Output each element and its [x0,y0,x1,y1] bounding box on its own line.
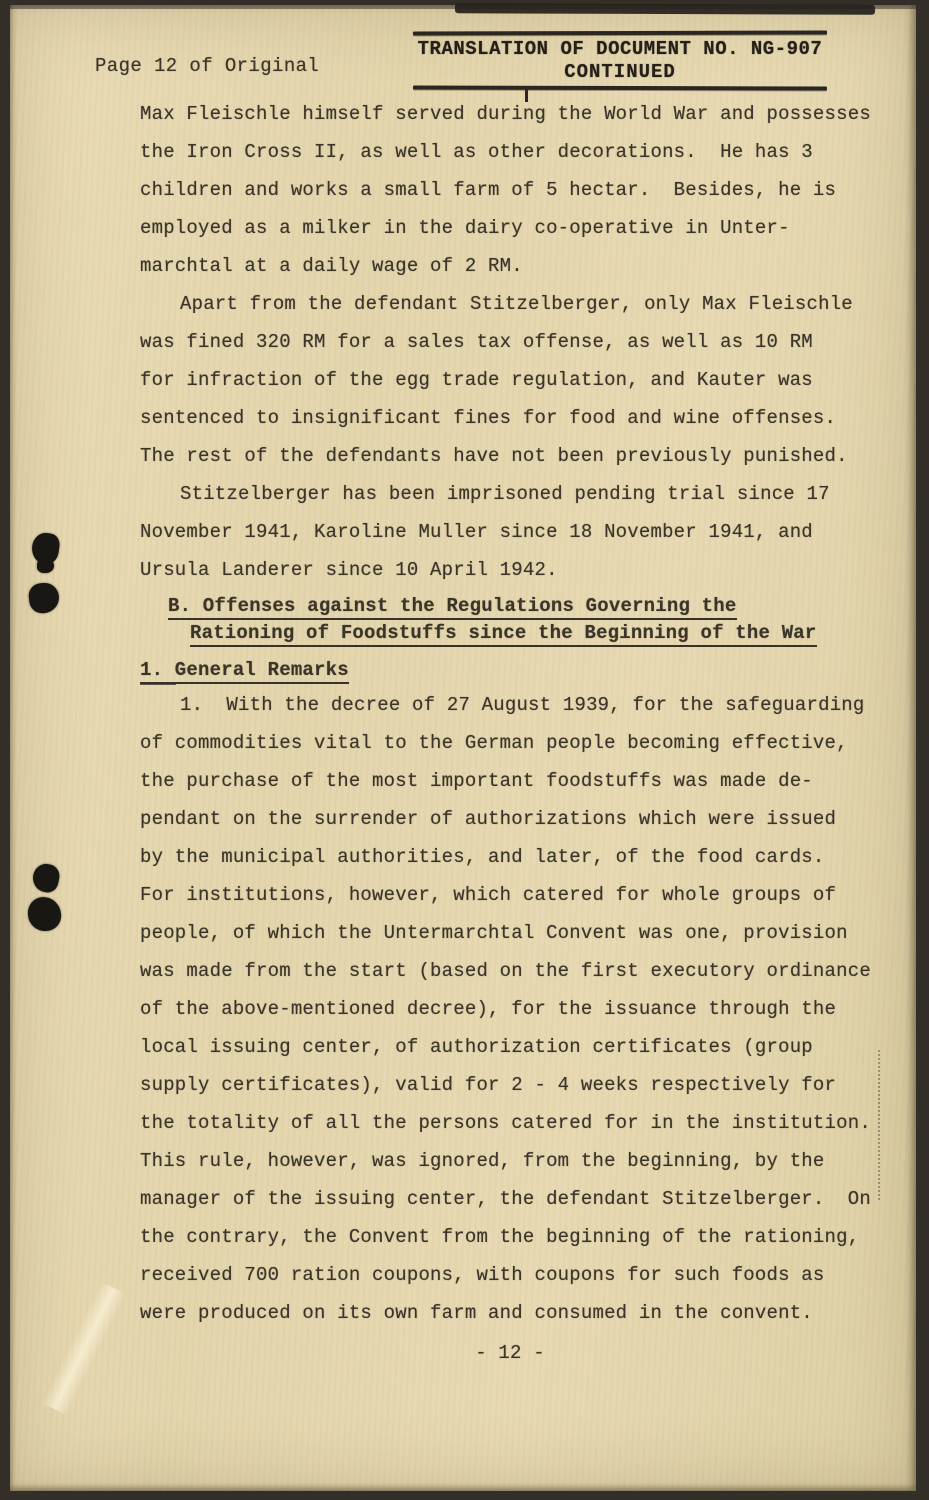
section-heading-general-remarks [140,659,902,684]
paper-edge-shadow [455,3,875,14]
text-line: received 700 ration coupons, with coupons for such foods as [140,1264,825,1286]
text-line: the totality of all the persons catered for in the institution. [140,1112,871,1134]
text-line: 1. With the decree of 27 August 1939, for the safeguarding [180,694,865,716]
text-line: sentenced to insignificant fines for food and wine offenses. [140,407,837,429]
text-line: pendant on the surrender of authorizations which were issued [140,808,837,830]
text-line: manager of the issuing center, the defendant Stitzelberger. On [140,1188,871,1210]
paper-crease [42,1282,126,1416]
paper [10,5,916,1491]
ink-blot [30,862,61,895]
text-line: This rule, however, was ignored, from the beginning, by the [140,1150,825,1172]
text-line: was fined 320 RM for a sales tax offense, as well as 10 RM [140,331,813,353]
section-heading-b-line1: B. Offenses against the Regulations Governing the [168,595,737,620]
stamp-rule-bottom [413,85,827,90]
text-line: children and works a small farm of 5 hectar. Besides, he is [140,179,837,201]
page-number: - 12 - [475,1342,545,1364]
text-line: Stitzelberger has been imprisoned pending trial since 17 [180,483,830,505]
paragraph-fleischle [140,95,902,285]
translation-stamp [413,31,827,90]
text-line: people, of which the Untermarchtal Convent was one, provision [140,922,848,944]
text-line: marchtal at a daily wage of 2 RM. [140,255,523,277]
paragraph-general-remarks [140,686,902,1332]
stamp-title: TRANSLATION OF DOCUMENT NO. NG-907 [417,38,823,60]
text-line: local issuing center, of authorization certificates (group [140,1036,813,1058]
stamp-subtitle: CONTINUED [564,61,676,83]
ink-blot [37,558,54,573]
text-line: For institutions, however, which catered for whole groups of [140,884,837,906]
page-label: Page 12 of Original [95,55,320,77]
text-line: The rest of the defendants have not been previously punished. [140,445,848,467]
text-line: the contrary, the Convent from the beginning of the rationing, [140,1226,860,1248]
text-line: of commodities vital to the German people becoming effective, [140,732,848,754]
text-line: employed as a milker in the dairy co-operative in Unter- [140,217,790,239]
text-line: Max Fleischle himself served during the World War and possesses [140,103,871,125]
text-line: was made from the start (based on the first executory ordinance [140,960,871,982]
text-line: the purchase of the most important foodstuffs was made de- [140,770,813,792]
text-line: supply certificates), valid for 2 - 4 weeks respectively for [140,1074,837,1096]
text-line: for infraction of the egg trade regulation, and Kauter was [140,369,813,391]
text-line: were produced on its own farm and consumed in the convent. [140,1302,813,1324]
text-line: by the municipal authorities, and later, of the food cards. [140,846,825,868]
text-line: Ursula Landerer since 10 April 1942. [140,559,558,581]
section-heading-b [168,595,902,647]
text-line: of the above-mentioned decree), for the issuance through the [140,998,837,1020]
text-line: the Iron Cross II, as well as other decorations. He has 3 [140,141,813,163]
body-text [140,95,902,1372]
paragraph-imprisonment [140,475,902,589]
margin-dotted-line [878,1050,880,1200]
paragraph-fines [140,285,902,475]
section-heading-general-remarks-text: 1. General Remarks [140,659,349,684]
ink-blot [28,582,61,615]
text-line: November 1941, Karoline Muller since 18 November 1941, and [140,521,813,543]
stamp-rule-top [413,30,827,35]
section-heading-b-line2: Rationing of Foodstuffs since the Beginning of the War [190,622,817,647]
ink-blot [27,896,62,932]
text-line: Apart from the defendant Stitzelberger, only Max Fleischle [180,293,853,315]
